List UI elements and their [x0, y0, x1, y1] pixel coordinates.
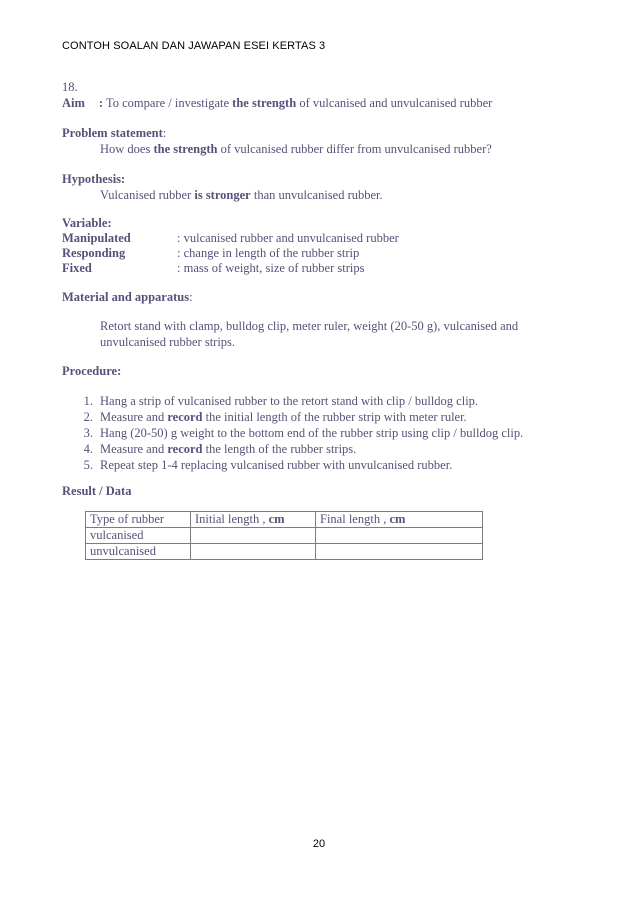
manipulated-label: Manipulated	[62, 231, 131, 245]
fixed-label: Fixed	[62, 261, 92, 275]
header-initial: Initial length , cm	[191, 512, 316, 528]
variable-fixed	[62, 261, 582, 276]
variable-responding	[62, 246, 582, 261]
table-row	[86, 528, 483, 544]
aim-text-bold: the strength	[232, 96, 297, 110]
aim-sep: :	[98, 96, 104, 110]
procedure-label: Procedure:	[62, 364, 122, 378]
variable-manipulated	[62, 231, 582, 246]
cell-final	[316, 528, 483, 544]
hypothesis-text	[100, 188, 383, 203]
problem-text-after: of vulcanised rubber differ from unvulcanised rubber?	[217, 142, 492, 156]
cell-final	[316, 544, 483, 560]
table-header-row	[86, 512, 483, 528]
page-number: 20	[312, 838, 326, 850]
material-colon: :	[189, 290, 193, 304]
fixed-value: : mass of weight, size of rubber strips	[177, 261, 365, 275]
problem-label: Problem statement	[62, 126, 163, 140]
variable-label: Variable:	[62, 216, 112, 230]
aim-text-after: of vulcanised and unvulcanised rubber	[296, 96, 493, 110]
cell-initial	[191, 528, 316, 544]
material-label: Material and apparatus	[62, 290, 190, 304]
material-line-2: unvulcanised rubber strips.	[100, 335, 236, 349]
problem-text-before: How does	[100, 142, 154, 156]
responding-label: Responding	[62, 246, 126, 260]
page-header: CONTOH SOALAN DAN JAWAPAN ESEI KERTAS 3	[62, 40, 326, 52]
cell-type: vulcanised	[86, 528, 191, 544]
responding-value: : change in length of the rubber strip	[177, 246, 360, 260]
problem-text	[100, 142, 492, 157]
aim-label: Aim	[62, 96, 85, 110]
aim-text-before: To compare / investigate	[106, 96, 233, 110]
document-page: CONTOH SOALAN DAN JAWAPAN ESEI KERTAS 3 18. Aim : To compare / investigate the strength of vulcanised and unvulcanised rubber Problem statement: How does the strength of vulcanised rubber differ from unvulcanised rubber? Hypothesis: Vulcanised rubber is stronger than unvulcanised rubber. Variable: Manipulated : vulcanised rubber and unvulcanised rubber Responding : change in length of the rubber strip Fixed : mass of weight, size of rubber strips Material and apparatus: Retort stand with clamp, bulldog clip, meter ruler, weight (20-50 g), vulcanised and unvulcanised rubber strips. Procedure: 1. Hang a strip of vulcanised rubber to the retort stand with clip / bulldog clip. 2. Measure and record the initial length of the rubber strip with meter ruler. 3. Hang (20-50) g weight to the bottom end of the rubber strip using clip / bulldog clip. 4. Measure and record the length of the rubber strips. 5. Repeat step 1-4 replacing vulcanised rubber with unvulcanised rubber. Result / Data Type of rubber Initial length , cm Final length , cm vulcanised unvulcanised 20	[0, 0, 638, 903]
problem-text-bold: the strength	[153, 142, 218, 156]
table-row	[86, 544, 483, 560]
cell-type: unvulcanised	[86, 544, 191, 560]
hypothesis-label: Hypothesis:	[62, 172, 126, 186]
header-final: Final length , cm	[316, 512, 483, 528]
problem-heading	[62, 126, 166, 141]
material-heading	[62, 290, 193, 305]
question-number: 18.	[62, 80, 78, 94]
aim-line	[62, 96, 492, 111]
header-type: Type of rubber	[86, 512, 191, 528]
problem-colon: :	[162, 126, 167, 140]
hypothesis-text-after: than unvulcanised rubber.	[250, 188, 383, 202]
result-table	[85, 511, 483, 560]
hypothesis-text-before: Vulcanised rubber	[100, 188, 195, 202]
material-line-1: Retort stand with clamp, bulldog clip, meter ruler, weight (20-50 g), vulcanised and	[100, 319, 519, 333]
cell-initial	[191, 544, 316, 560]
manipulated-value: : vulcanised rubber and unvulcanised rubber	[177, 231, 399, 245]
hypothesis-text-bold: is stronger	[194, 188, 251, 202]
result-label: Result / Data	[62, 484, 132, 498]
